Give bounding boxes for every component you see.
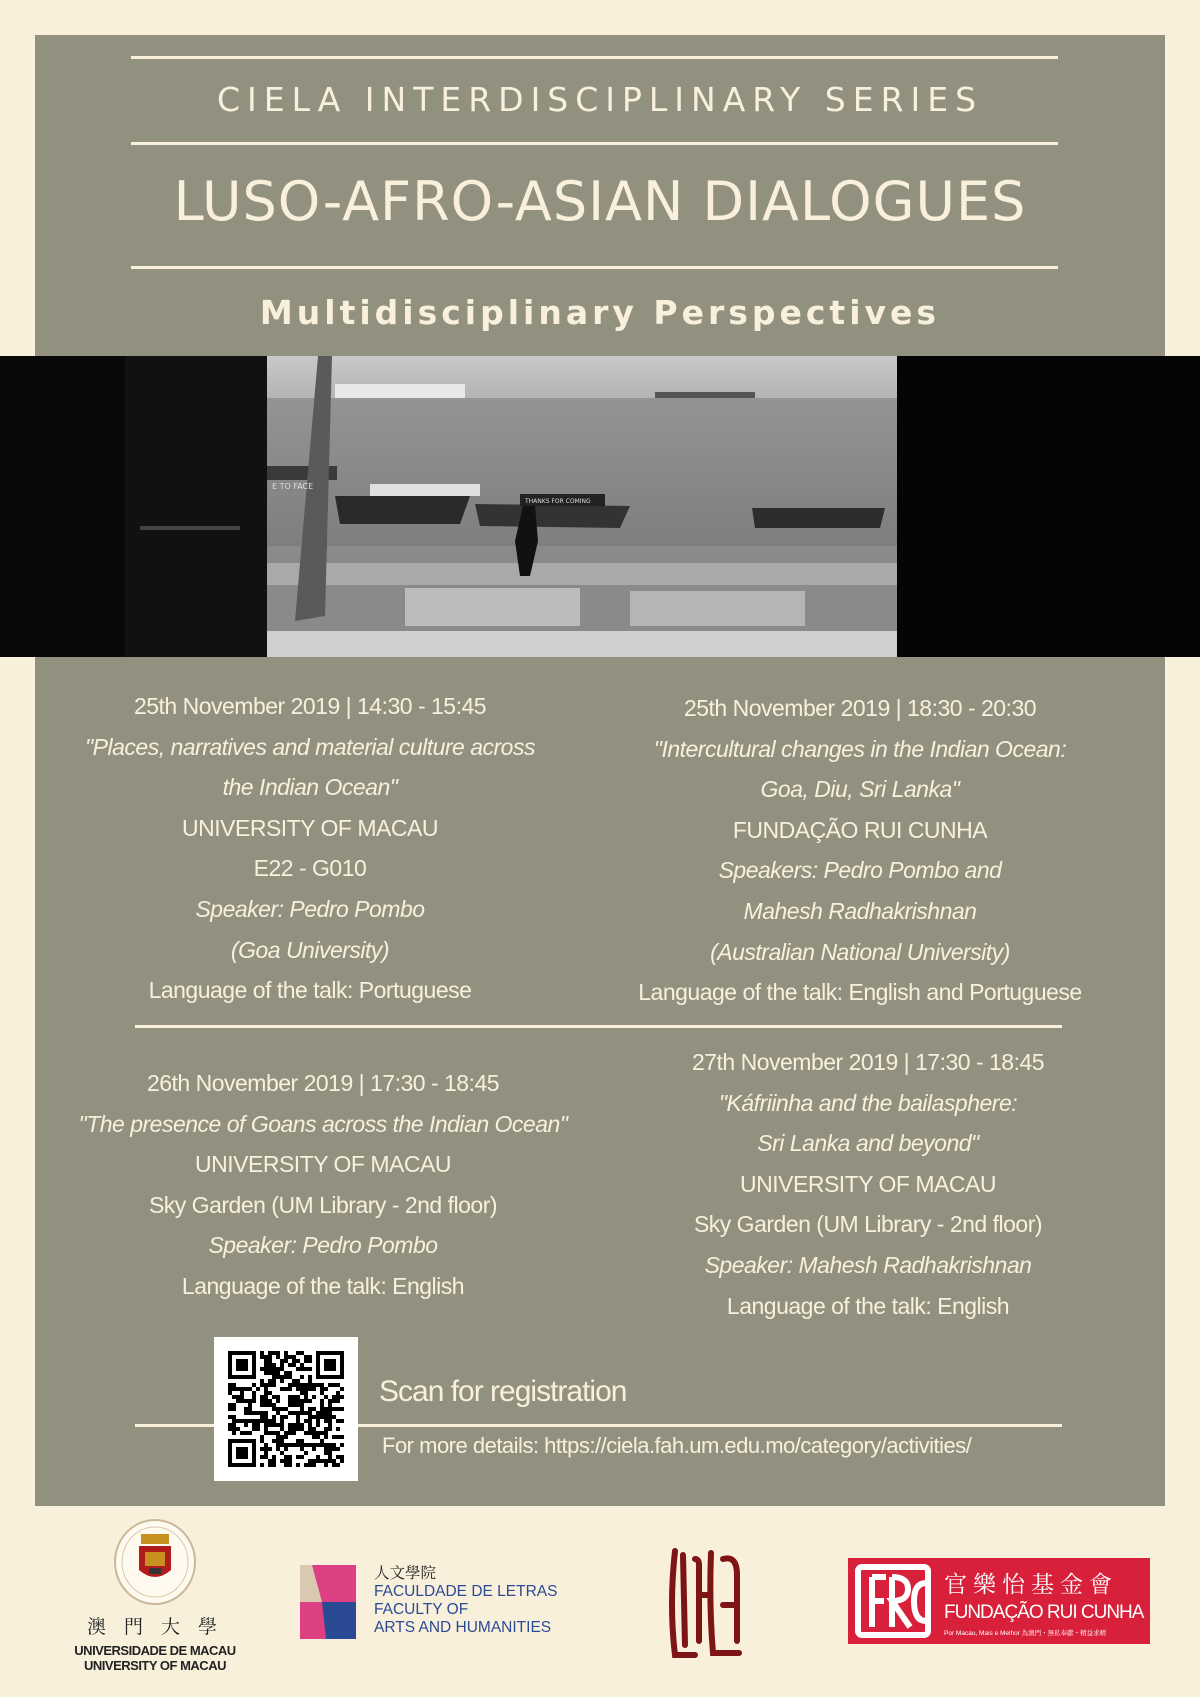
event-speaker: Mahesh Radhakrishnan bbox=[743, 897, 977, 924]
event-card bbox=[30, 686, 590, 1011]
fundacao-rui-cunha-logo bbox=[848, 1558, 1150, 1644]
event-card bbox=[43, 1063, 603, 1307]
details-link[interactable]: For more details: https://ciela.fah.um.edu.mo/category/activities/ bbox=[382, 1433, 972, 1458]
event-title: "Intercultural changes in the Indian Ocean: bbox=[653, 735, 1067, 762]
boat-sign-text: E TO FACE bbox=[272, 482, 314, 491]
event-speaker: Speaker: Pedro Pombo bbox=[195, 895, 425, 922]
frc-chinese-name: 官樂怡基金會 bbox=[944, 1572, 1118, 1598]
event-room: Sky Garden (UM Library - 2nd floor) bbox=[693, 1211, 1043, 1238]
event-language: Language of the talk: English bbox=[181, 1272, 465, 1299]
event-date: 26th November 2019 | 17:30 - 18:45 bbox=[146, 1070, 500, 1096]
event-language: Language of the talk: English bbox=[726, 1292, 1010, 1319]
divider bbox=[131, 56, 1058, 59]
event-speaker: Speaker: Pedro Pombo bbox=[208, 1232, 438, 1259]
harbor-photo bbox=[0, 356, 1200, 657]
frc-name: FUNDAÇÃO RUI CUNHA bbox=[944, 1602, 1144, 1623]
um-pt-name: UNIVERSIDADE DE MACAU bbox=[74, 1643, 236, 1658]
ciela-mark-icon bbox=[665, 1545, 745, 1661]
faculty-arts-humanities-logo bbox=[300, 1565, 600, 1641]
um-chinese-name: 澳 門 大 學 bbox=[86, 1616, 224, 1638]
divider bbox=[135, 1025, 1062, 1028]
fah-chinese-name: 人文學院 bbox=[374, 1565, 437, 1582]
university-of-macau-logo bbox=[60, 1518, 250, 1673]
event-title: Goa, Diu, Sri Lanka" bbox=[760, 776, 960, 803]
subtitle: Multidisciplinary Perspectives bbox=[259, 293, 941, 332]
frc-tagline: Por Macau, Mais e Melhor 為澳門・無私奉獻・精益求精 bbox=[944, 1630, 1107, 1637]
event-speaker: Speakers: Pedro Pombo and bbox=[718, 857, 1002, 884]
um-seal-icon bbox=[113, 1518, 197, 1606]
event-title: "Káfriinha and the bailasphere: bbox=[718, 1089, 1018, 1116]
event-speaker: Speaker: Mahesh Radhakrishnan bbox=[704, 1251, 1032, 1278]
um-en-name: UNIVERSITY OF MACAU bbox=[84, 1658, 226, 1673]
qr-code-icon bbox=[228, 1351, 344, 1467]
event-date: 27th November 2019 | 17:30 - 18:45 bbox=[691, 1049, 1045, 1075]
event-title: "The presence of Goans across the Indian Ocean" bbox=[78, 1110, 568, 1137]
page-title: LUSO-AFRO-ASIAN DIALOGUES bbox=[173, 170, 1027, 233]
fah-en-name: ARTS AND HUMANITIES bbox=[374, 1619, 552, 1636]
event-venue: UNIVERSITY OF MACAU bbox=[195, 1151, 451, 1178]
event-title: Sri Lanka and beyond" bbox=[757, 1130, 979, 1157]
event-card bbox=[588, 1042, 1148, 1326]
event-title: the Indian Ocean" bbox=[222, 774, 398, 801]
event-date: 25th November 2019 | 14:30 - 15:45 bbox=[133, 693, 487, 719]
event-card bbox=[580, 688, 1140, 1013]
ciela-logo bbox=[665, 1545, 745, 1665]
fah-en-name: FACULTY OF bbox=[374, 1601, 469, 1618]
event-venue: UNIVERSITY OF MACAU bbox=[740, 1170, 996, 1197]
event-date: 25th November 2019 | 18:30 - 20:30 bbox=[683, 695, 1037, 721]
event-language: Language of the talk: English and Portuguese bbox=[638, 979, 1082, 1006]
event-speaker: (Goa University) bbox=[230, 936, 390, 963]
event-venue: UNIVERSITY OF MACAU bbox=[182, 814, 438, 841]
frc-mark-icon bbox=[852, 1563, 932, 1639]
registration-qr-code[interactable] bbox=[214, 1337, 358, 1481]
fah-mark-icon bbox=[300, 1565, 356, 1639]
divider bbox=[131, 266, 1058, 269]
event-room: Sky Garden (UM Library - 2nd floor) bbox=[148, 1191, 498, 1218]
event-room: E22 - G010 bbox=[253, 855, 367, 882]
scan-label: Scan for registration bbox=[379, 1375, 627, 1408]
event-speaker: (Australian National University) bbox=[710, 938, 1010, 965]
boat-sign-text: THANKS FOR COMING bbox=[525, 498, 591, 505]
event-title: "Places, narratives and material culture across bbox=[85, 733, 535, 760]
series-label: CIELA INTERDISCIPLINARY SERIES bbox=[216, 80, 984, 119]
event-language: Language of the talk: Portuguese bbox=[148, 977, 472, 1004]
fah-pt-name: FACULDADE DE LETRAS bbox=[374, 1583, 558, 1600]
divider bbox=[131, 142, 1058, 145]
event-venue: FUNDAÇÃO RUI CUNHA bbox=[732, 816, 988, 843]
